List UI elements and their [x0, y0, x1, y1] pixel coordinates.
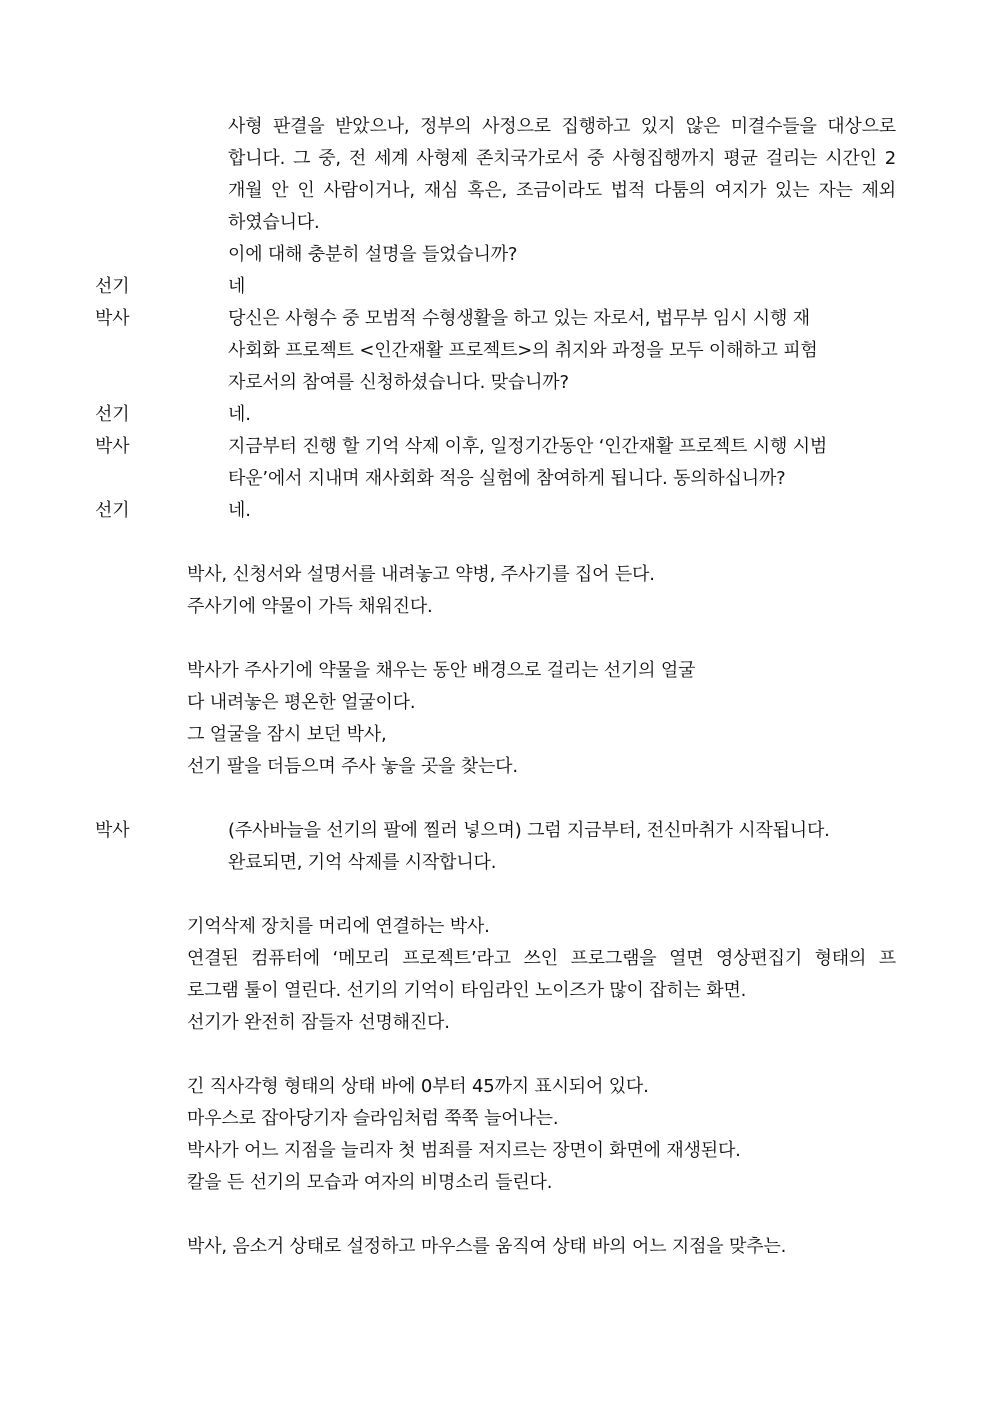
dialogue-line: 완료되면, 기억 삭제를 시작합니다. — [228, 852, 497, 873]
action-line: 선기가 완전히 잠들자 선명해진다. — [187, 1012, 450, 1033]
dialogue-line: 지금부터 진행 할 기억 삭제 이후, 일정기간동안 ‘인간재활 프로젝트 시행 시범 — [228, 436, 828, 457]
narration-line: 사형 판결을 받았으나, 정부의 사정으로 집행하고 있지 않은 미결수들을 대상으로 — [228, 116, 896, 137]
action-line: 주사기에 약물이 가득 채워진다. — [187, 596, 433, 617]
action-line: 기억삭제 장치를 머리에 연결하는 박사. — [187, 916, 490, 937]
speaker-name: 박사 — [95, 308, 130, 329]
dialogue-line: 당신은 사형수 중 모범적 수형생활을 하고 있는 자로서, 법무부 임시 시행 재 — [228, 308, 810, 329]
narration-line: 합니다. 그 중, 전 세계 사형제 존치국가로서 중 사형집행까지 평균 걸리는 시간인 2 — [228, 148, 896, 169]
dialogue-line: 사회화 프로젝트 <인간재활 프로젝트>의 취지와 과정을 모두 이해하고 피험 — [228, 340, 818, 361]
speaker-name: 선기 — [95, 404, 130, 425]
action-line: 로그램 툴이 열린다. 선기의 기억이 타임라인 노이즈가 많이 잡히는 화면. — [187, 980, 747, 1001]
action-line: 그 얼굴을 잠시 보던 박사, — [187, 724, 387, 745]
dialogue-line: 네. — [228, 404, 251, 425]
action-line: 연결된 컴퓨터에 ‘메모리 프로젝트’라고 쓰인 프로그램을 열면 영상편집기 형태의 프 — [187, 948, 896, 969]
dialogue-line: (주사바늘을 선기의 팔에 찔러 넣으며) 그럼 지금부터, 전신마취가 시작됩니다. — [228, 820, 830, 841]
speaker-name: 선기 — [95, 276, 130, 297]
action-line: 박사가 어느 지점을 늘리자 첫 범죄를 저지르는 장면이 화면에 재생된다. — [187, 1140, 741, 1161]
action-line: 박사, 음소거 상태로 설정하고 마우스를 움직여 상태 바의 어느 지점을 맞추는. — [187, 1236, 787, 1257]
speaker-name: 박사 — [95, 436, 130, 457]
action-line: 마우스로 잡아당기자 슬라임처럼 쭉쭉 늘어나는. — [187, 1108, 559, 1129]
narration-line: 하였습니다. — [228, 212, 320, 233]
speaker-name: 선기 — [95, 500, 130, 521]
dialogue-line: 자로서의 참여를 신청하셨습니다. 맞습니까? — [228, 372, 569, 393]
action-line: 박사가 주사기에 약물을 채우는 동안 배경으로 걸리는 선기의 얼굴 — [187, 660, 696, 681]
dialogue-line: 네 — [228, 276, 246, 297]
action-line: 선기 팔을 더듬으며 주사 놓을 곳을 찾는다. — [187, 756, 518, 777]
narration-line: 이에 대해 충분히 설명을 들었습니까? — [228, 244, 518, 265]
action-line: 긴 직사각형 형태의 상태 바에 0부터 45까지 표시되어 있다. — [187, 1076, 649, 1097]
action-line: 칼을 든 선기의 모습과 여자의 비명소리 들린다. — [187, 1172, 553, 1193]
dialogue-line: 타운’에서 지내며 재사회화 적응 실험에 참여하게 됩니다. 동의하십니까? — [228, 468, 786, 489]
dialogue-line: 네. — [228, 500, 251, 521]
action-line: 다 내려놓은 평온한 얼굴이다. — [187, 692, 416, 713]
narration-line: 개월 안 인 사람이거나, 재심 혹은, 조금이라도 법적 다툼의 여지가 있는 자는 제외 — [228, 180, 896, 201]
action-line: 박사, 신청서와 설명서를 내려놓고 약병, 주사기를 집어 든다. — [187, 564, 655, 585]
speaker-name: 박사 — [95, 820, 130, 841]
